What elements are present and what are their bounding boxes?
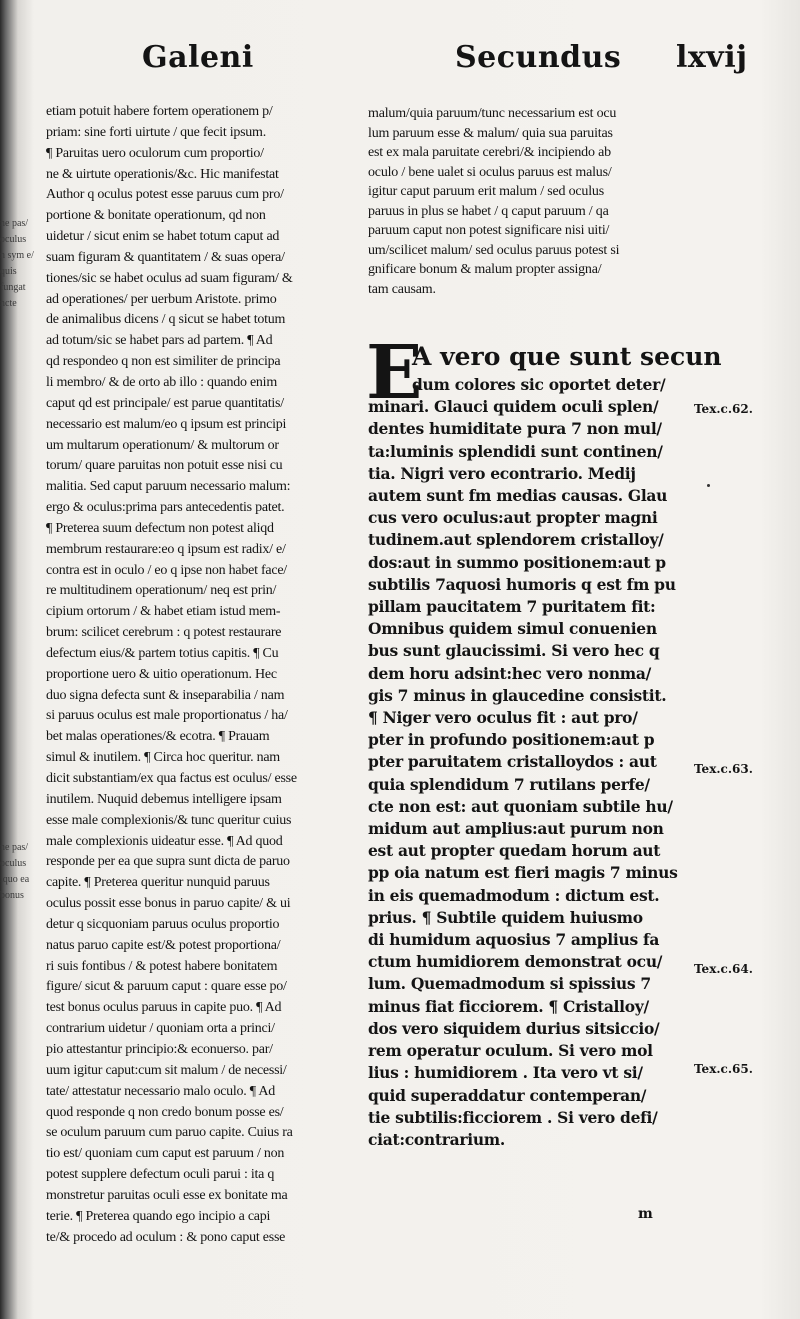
text-line: necessario est malum/eo q ipsum est principi [46, 416, 287, 432]
gutter-line: iquo ea [0, 874, 30, 885]
text-line: Omnibus quidem simul conuenien [368, 619, 657, 639]
gutter-fragment-top [0, 218, 44, 314]
text-line: tio est/ quoniam cum caput est paruum / non [46, 1146, 285, 1162]
text-line: monstretur paruitas oculi esse ex bonitate ma [46, 1187, 288, 1203]
text-line: di humidum aquosius 7 amplius fa [368, 930, 660, 950]
text-line: est ex mala paruitate cerebri/& incipiendo ab [368, 145, 611, 160]
right-column-main-text [366, 330, 722, 1151]
text-line: responde per ea que supra sunt dicta de paruo [46, 854, 290, 870]
text-line: dos:aut in summo positionem:aut p [368, 552, 666, 572]
gutter-line: bonus [0, 890, 24, 901]
text-line: cus vero oculus:aut propter magni [368, 508, 658, 528]
text-line: etiam potuit habere fortem operationem p/ [46, 104, 273, 119]
text-line: dos vero siquidem durius sitsiccio/ [368, 1018, 660, 1038]
text-line: suam figuram & quantitatem / & suas opera/ [46, 249, 285, 265]
margin-note: Tex.c.65. [694, 1062, 753, 1076]
text-line: male complexionis uideatur esse. ¶ Ad quod [46, 833, 283, 849]
text-line: pio attestantur principio:& econuerso. par/ [46, 1041, 273, 1057]
text-line: ciat:contrarium. [368, 1129, 505, 1149]
text-line: malitia. Sed caput paruum necessario malum: [46, 479, 291, 495]
text-line: proportione uero & uitio operationum. Hec [46, 666, 277, 682]
gutter-line: ncte [0, 298, 17, 309]
text-line: oculus possit esse bonus in paruo capite/ & ui [46, 896, 291, 912]
folio-number: lxvij [676, 40, 748, 75]
text-line: figure/ sicut & paruum caput : quare esse po/ [46, 979, 287, 995]
text-line: priam: sine forti uirtute / que fecit ipsum. [46, 124, 266, 140]
text-line: pter in profundo positionem:aut p [368, 730, 655, 750]
text-line: malum/quia paruum/tunc necessarium est ocu [368, 106, 617, 121]
text-line: lum. Quemadmodum si spissius 7 [368, 974, 651, 994]
text-line: dem horu adsint:hec vero nonma/ [368, 663, 651, 683]
text-line: Author q oculus potest esse paruus cum pro/ [46, 187, 284, 203]
text-line: contrarium uidetur / quoniam orta a princi/ [46, 1021, 275, 1037]
text-line: de animalibus dicens / q sicut se habet totum [46, 312, 286, 328]
text-line: ergo & oculus:prima pars antecedentis patet. [46, 500, 285, 516]
text-line: rem operatur oculum. Si vero mol [368, 1041, 653, 1061]
text-line: pter paruitatem cristalloydos : aut [368, 752, 657, 772]
text-line: oculo / bene ualet si oculus paruus est malus/ [368, 164, 612, 180]
gutter-fragment-bottom [0, 842, 44, 906]
text-line: defectum eius/& partem totius capitis. ¶ Cu [46, 645, 279, 661]
text-line: ri suis fontibus / & potest habere bonitatem [46, 958, 278, 974]
text-line: minus fiat ficciorem. ¶ Cristalloy/ [368, 996, 649, 1016]
text-line: natus paruo capite est/& potest proportiona/ [46, 937, 281, 953]
text-line: midum aut amplius:aut purum non [368, 819, 664, 839]
text-line: ad totum/sic se habet pars ad partem. ¶ Ad [46, 333, 273, 349]
text-line: tate/ attestatur necessario malo oculo. ¶ Ad [46, 1083, 275, 1099]
text-line: inutilem. Nuquid debemus intelligere ipsam [46, 791, 282, 807]
text-line: te/& procedo ad oculum : & pono caput esse [46, 1229, 286, 1245]
gutter-line: ne pas/ [0, 218, 29, 229]
text-line: simul & inutilem. ¶ Circa hoc queritur. nam [46, 750, 280, 766]
text-line: test bonus oculus paruus in capite puo. ¶ Ad [46, 1000, 282, 1016]
text-line: pp oia natum est fieri magis 7 minus [368, 863, 678, 883]
text-line: uidetur / sicut enim se habet totum caput ad [46, 229, 280, 245]
text-line: li membro/ & de orto ab illo : quando enim [46, 374, 277, 390]
text-line: um/scilicet malum/ sed oculus paruus potest si [368, 242, 620, 258]
binding-gutter [0, 0, 42, 1319]
text-line: torum/ quare paruitas non potuit esse nisi cu [46, 458, 283, 474]
text-line: cte non est: aut quoniam subtile hu/ [368, 796, 673, 816]
text-line: pillam paucitatem 7 puritatem fit: [368, 597, 656, 617]
text-line: quia splendidum 7 rutilans perfe/ [368, 774, 650, 794]
text-line: dum colores sic oportet deter/ [412, 375, 666, 394]
text-line: contra est in oculo / eo q ipse non habet face/ [46, 562, 287, 578]
text-line: duo signa defecta sunt & inseparabilia / nam [46, 687, 285, 703]
text-line: est aut propter quedam horum aut [368, 841, 661, 861]
text-line: ¶ Paruitas uero oculorum cum proportio/ [46, 145, 264, 161]
margin-note: Tex.c.62. [694, 402, 753, 416]
margin-note: Tex.c.63. [694, 762, 753, 776]
text-line: prius. ¶ Subtile quidem huiusmo [368, 907, 643, 927]
gutter-line: oculus [0, 234, 27, 245]
text-line: autem sunt fm medias causas. Glau [368, 486, 668, 506]
gutter-line: quis [0, 266, 17, 277]
left-column-commentary [46, 102, 346, 1248]
gutter-line: oculus [0, 858, 27, 869]
text-line: uum igitur caput:cum sit malum / de necessi/ [46, 1062, 287, 1078]
text-line: qd respondeo q non est similiter de principa [46, 354, 281, 370]
text-line: lius : humidiorem . Ita vero vt si/ [368, 1063, 643, 1083]
text-line: minari. Glauci quidem oculi splen/ [368, 397, 659, 417]
running-header [0, 40, 800, 90]
right-column-commentary [368, 104, 698, 299]
text-line: lum paruum esse & malum/ quia sua paruitas [368, 125, 613, 141]
text-line: ne & uirtute operationis/&c. Hic manifestat [46, 166, 279, 182]
text-line: gis 7 minus in glaucedine consistit. [368, 685, 667, 705]
gutter-line: n sym e/ [0, 250, 34, 261]
text-line: quod responde q non credo bonum posse es/ [46, 1104, 284, 1120]
text-line: tam causam. [368, 281, 436, 297]
text-line: re multitudinem operationum/ neq est prin/ [46, 583, 277, 599]
text-line: membrum restaurare:eo q ipsum est radix/ e/ [46, 541, 286, 557]
text-line: terie. ¶ Preterea quando ego incipio a capi [46, 1208, 271, 1224]
header-book: Secundus [455, 40, 622, 75]
text-line: bus sunt glaucissimi. Si vero hec q [368, 641, 660, 661]
text-line: brum: scilicet cerebrum : q potest restaurare [46, 625, 282, 641]
ink-speck [707, 484, 710, 487]
text-line: dicit substantiam/ex qua factus est oculus/ esse [46, 771, 297, 786]
text-line: ctum humidiorem demonstrat ocu/ [368, 952, 663, 972]
text-line: ¶ Niger vero oculus fit : aut pro/ [368, 708, 638, 728]
text-line: detur q sicquoniam paruus oculus proportio [46, 916, 280, 932]
gutter-line: ne pas/ [0, 842, 29, 853]
text-line: portione & bonitate operationum, qd non [46, 208, 266, 224]
margin-note: Tex.c.64. [694, 962, 753, 976]
text-line: bet malas operationes/& ecotra. ¶ Prauam [46, 729, 270, 745]
text-line: tia. Nigri vero econtrario. Medij [368, 463, 636, 483]
text-line: cipium ortorum / & habet etiam istud mem- [46, 604, 281, 620]
text-line: esse male complexionis/& tunc queritur cuius [46, 812, 292, 828]
text-line: gnificare bonum & malum propter assigna/ [368, 262, 602, 277]
text-line: tiones/sic se habet oculus ad suam figuram/ & [46, 270, 293, 286]
text-line: ad operationes/ per uerbum Aristote. primo [46, 291, 277, 307]
drop-capital: E [366, 330, 423, 416]
text-line: ta:luminis splendidi sunt continen/ [368, 441, 663, 461]
text-line: paruus in plus se habet / q caput paruum / qa [368, 203, 609, 219]
text-line: caput qd est principale/ est parue quantitatis/ [46, 395, 284, 411]
text-line: um multarum operationum/ & multorum or [46, 437, 279, 453]
text-line: paruum caput non potest significare nisi uiti/ [368, 223, 610, 238]
text-line: quid superaddatur contemperan/ [368, 1085, 647, 1105]
signature-mark: m [638, 1206, 653, 1222]
text-line: dentes humiditate pura 7 non mul/ [368, 419, 662, 439]
gutter-line: fungat [0, 282, 26, 293]
text-line: A vero que sunt secun [412, 342, 722, 371]
text-line: subtilis 7aquosi humoris q est fm pu [368, 574, 676, 594]
text-line: tudinem.aut splendorem cristalloy/ [368, 530, 664, 550]
text-line: tie subtilis:ficciorem . Si vero defi/ [368, 1107, 658, 1127]
text-line: ¶ Preterea suum defectum non potest aliqd [46, 520, 274, 536]
text-line: igitur caput paruum erit malum / sed oculus [368, 184, 604, 199]
text-line: capite. ¶ Preterea queritur nunquid paruus [46, 875, 270, 891]
text-line: si paruus oculus est male proportionatus / ha/ [46, 708, 288, 724]
text-line: in eis quemadmodum : dictum est. [368, 885, 660, 905]
text-line: potest supplere defectum oculi parui : ita q [46, 1167, 275, 1183]
text-line: se oculum paruum cum paruo capite. Cuius ra [46, 1125, 293, 1141]
header-author: Galeni [142, 40, 254, 75]
